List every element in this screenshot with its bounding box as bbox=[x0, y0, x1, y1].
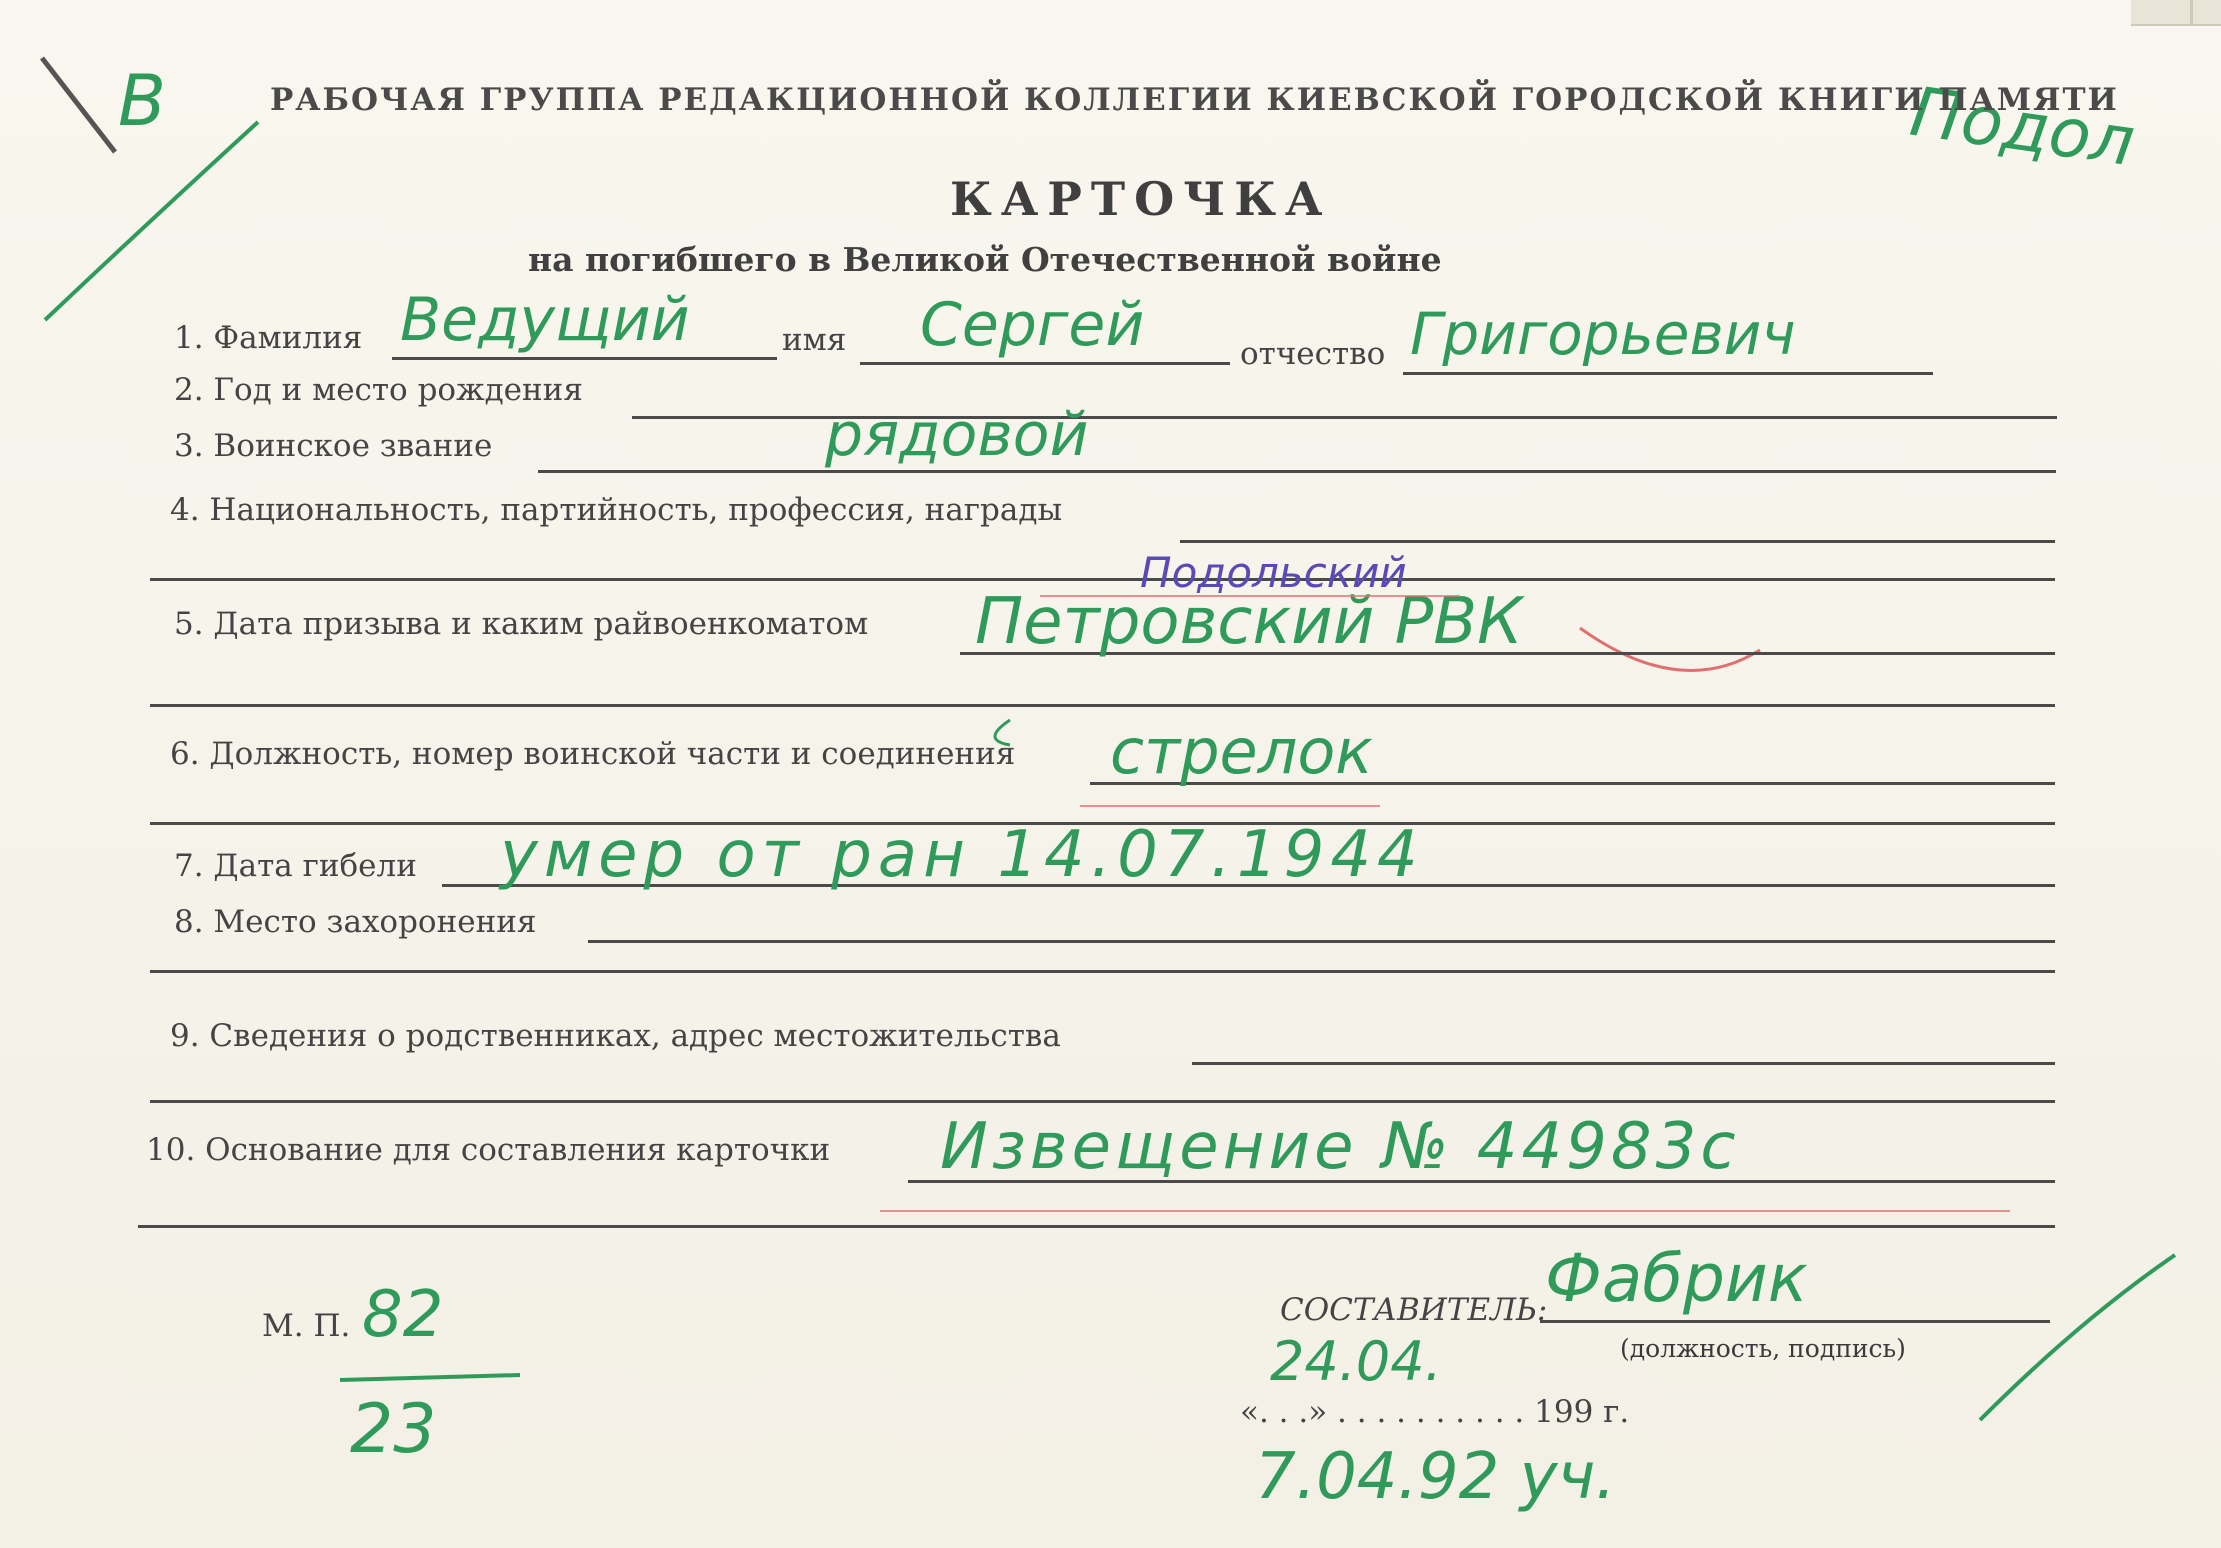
rank-value: рядовой bbox=[825, 400, 1089, 470]
compiler-label: СОСТАВИТЕЛЬ: bbox=[1280, 1292, 1548, 1328]
field-9-label: 9. Сведения о родственниках, адрес местожительства bbox=[170, 1018, 1061, 1054]
mp-top-value: 82 bbox=[362, 1278, 444, 1352]
red-mark-5 bbox=[1580, 628, 1760, 670]
page-subtitle: на погибшего в Великой Отечественной войне bbox=[528, 240, 1442, 279]
field-1-surname-line bbox=[392, 357, 777, 360]
name-value: Сергей bbox=[920, 290, 1145, 360]
position-value: стрелок bbox=[1110, 715, 1373, 788]
field-1-patronymic-label: отчество bbox=[1240, 336, 1386, 372]
red-underline-6 bbox=[1080, 805, 1380, 807]
region-note: Подол bbox=[1905, 72, 2140, 183]
fraction-line bbox=[340, 1375, 520, 1380]
date-template: «. . .» . . . . . . . . . . 199 г. bbox=[1240, 1394, 1630, 1430]
red-strike-5 bbox=[1040, 595, 1460, 597]
compiler-line bbox=[1540, 1320, 2050, 1323]
field-9-extra-line bbox=[150, 1100, 2055, 1103]
field-2-label: 2. Год и место рождения bbox=[174, 372, 583, 408]
field-8-label: 8. Место захоронения bbox=[174, 904, 537, 940]
field-5-extra-line bbox=[150, 704, 2055, 707]
page-title: КАРТОЧКА bbox=[950, 172, 1332, 226]
green-check-stroke bbox=[45, 122, 258, 320]
header-organization: РАБОЧАЯ ГРУППА РЕДАКЦИОННОЙ КОЛЛЕГИИ КИЕВСКОЙ ГОРОДСКОЙ КНИГИ ПАМЯТИ bbox=[270, 82, 2119, 118]
field-4-extra-line bbox=[150, 578, 2055, 581]
field-3-line bbox=[538, 470, 2056, 473]
field-1-name-label: имя bbox=[782, 322, 847, 358]
signature-tail bbox=[1980, 1255, 2175, 1420]
field-3-label: 3. Воинское звание bbox=[174, 428, 493, 464]
position-sign-caption: (должность, подпись) bbox=[1620, 1334, 1906, 1363]
corner-mark: В bbox=[118, 60, 167, 142]
footer-date-value: 7.04.92 уч. bbox=[1255, 1440, 1616, 1514]
basis-value: Извещение № 44983с bbox=[940, 1110, 1740, 1184]
pen-stroke bbox=[42, 58, 115, 152]
field-6-label: 6. Должность, номер воинской части и соединения bbox=[170, 736, 1016, 772]
red-underline-10 bbox=[880, 1210, 2010, 1212]
field-10-extra-line bbox=[138, 1225, 2055, 1228]
field-5-label: 5. Дата призыва и каким райвоенкоматом bbox=[174, 606, 869, 642]
patronymic-value: Григорьевич bbox=[1410, 300, 1796, 368]
field-4-label: 4. Национальность, партийность, профессия, награды bbox=[170, 492, 1063, 528]
signature-value: Фабрик bbox=[1545, 1240, 1808, 1317]
field-4-line bbox=[1180, 540, 2055, 543]
field-8-line bbox=[588, 940, 2055, 943]
field-7-label: 7. Дата гибели bbox=[174, 848, 417, 884]
date-handwritten: 24.04. bbox=[1270, 1330, 1442, 1393]
field-10-label: 10. Основание для составления карточки bbox=[146, 1132, 831, 1168]
field-8-extra-line bbox=[150, 970, 2055, 973]
field-9-line bbox=[1192, 1062, 2055, 1065]
field-1-patronymic-line bbox=[1403, 372, 1933, 375]
field-1-name-line bbox=[860, 362, 1230, 365]
district-correction: Подольский bbox=[1140, 548, 1407, 597]
stamp-place-label: М. П. bbox=[262, 1308, 351, 1344]
death-value: умер от ран 14.07.1944 bbox=[500, 818, 1424, 892]
mp-bottom-value: 23 bbox=[350, 1390, 437, 1469]
commissariat-value: Петровский РВК bbox=[975, 585, 1523, 659]
field-1-label: 1. Фамилия bbox=[174, 320, 363, 356]
surname-value: Ведущий bbox=[400, 285, 690, 355]
